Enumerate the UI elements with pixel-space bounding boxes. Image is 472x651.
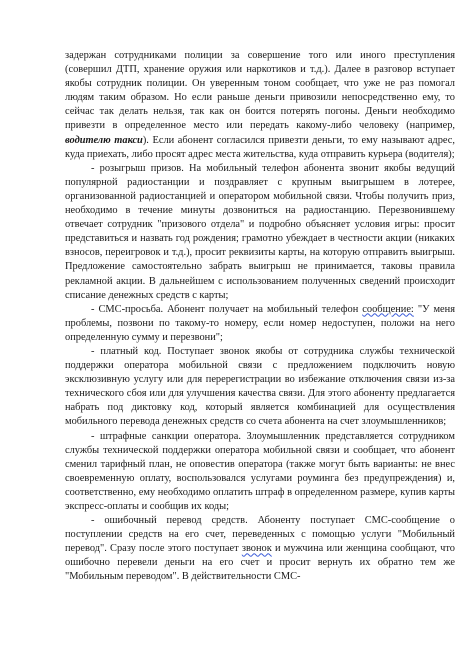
text-run: - ошибочный перевод средств. Абоненту поступает СМС-сообщение о поступлении средств на его счет, переведенных с помощью услуги "Мобильный перевод". Сразу после этого поступает (65, 515, 455, 555)
text-run: - розыгрыш призов. На мобильный телефон абонента звонит якобы ведущий популярной радиостанции и поздравляет с крупным выигрышем в лотерее, организованной радиостанцией и оператором мобильной связи. Чтобы получить приз, необходимо в течение минуты дозвониться на радиостанцию. Перезвонившему отвечает сотрудник "призового отдела" и подробно объясняет условия игры: просит представиться и назвать год рождения; грамотно убеждает в честности акции (никаких взносов, переигровок и т.д.), просит реквизиты карты, на которую отправить выигрыш. Предложение самостоятельно забрать выигрыш не принимается, таковы правила рекламной акции. В дальнейшем с использованием полученных сведений происходит списание денежных средств с карты; (65, 162, 455, 301)
spellcheck-flagged-word[interactable]: сообщение: (362, 303, 414, 315)
paragraph-4 (65, 345, 455, 430)
text-run: - СМС-просьба. Абонент получает на мобильный телефон (91, 303, 363, 315)
paragraph-3 (65, 303, 455, 345)
paragraph-2 (65, 162, 455, 303)
text-run: "У меня проблемы, позвони по такому-то номеру, если номер недоступен, положи на него определенную сумму и перезвони"; (65, 303, 455, 343)
text-run: - платный код. Поступает звонок якобы от сотрудника службы технической поддержки оператора мобильной связи с предложением подключить новую эксклюзивную услугу или для перерегистрации во избежание отключения связи из-за технического сбоя или для улучшения качества связи. Для этого абоненту предлагается набрать под диктовку код, который является комбинацией для осуществления мобильного перевода денежных средств со счета абонента на счет злоумышленников; (65, 345, 455, 428)
paragraph-1 (65, 49, 455, 162)
paragraph-5 (65, 430, 455, 515)
paragraph-6 (65, 514, 455, 584)
text-run: - штрафные санкции оператора. Злоумышленник представляется сотрудником службы технической поддержки оператора мобильной связи и сообщает, что абонент сменил тарифный план, не оповестив оператора (также могут быть варианты: не внес своевременную оплату, воспользовался услугами роуминга без предупреждения) и, соответственно, ему необходимо оплатить штраф в определенном размере, купив карты экспресс-оплаты и сообщив их коды; (65, 430, 455, 512)
text-run: и мужчина или женщина сообщают, что ошибочно перевели деньги на его счет и просит вернуть их обратно тем же "Мобильным переводом". В действительности СМС- (65, 543, 455, 583)
emphasis-text: водителю такси (65, 134, 143, 146)
spellcheck-flagged-word[interactable]: звонок (241, 543, 272, 555)
text-run: задержан сотрудниками полиции за совершение того или иного преступления (совершил ДТП, хранение оружия или наркотиков и т.д.). Далее в разговор вступает якобы сотрудник полиции. Он уверенным тоном сообщает, что уже не раз помогал людям таким образом. Но если раньше деньги привозили непосредственно ему, то сейчас так делать нельзя, так как он боится потерять погоны. Деньги необходимо привезти в определенное место или передать какому-либо человеку (например, (65, 50, 455, 132)
document-body (65, 49, 455, 585)
text-run: ). Если абонент согласился привезти деньги, то ему называют адрес, куда приехать, либо просят адрес места жительства, куда отправить курьера (водителя); (65, 134, 455, 160)
